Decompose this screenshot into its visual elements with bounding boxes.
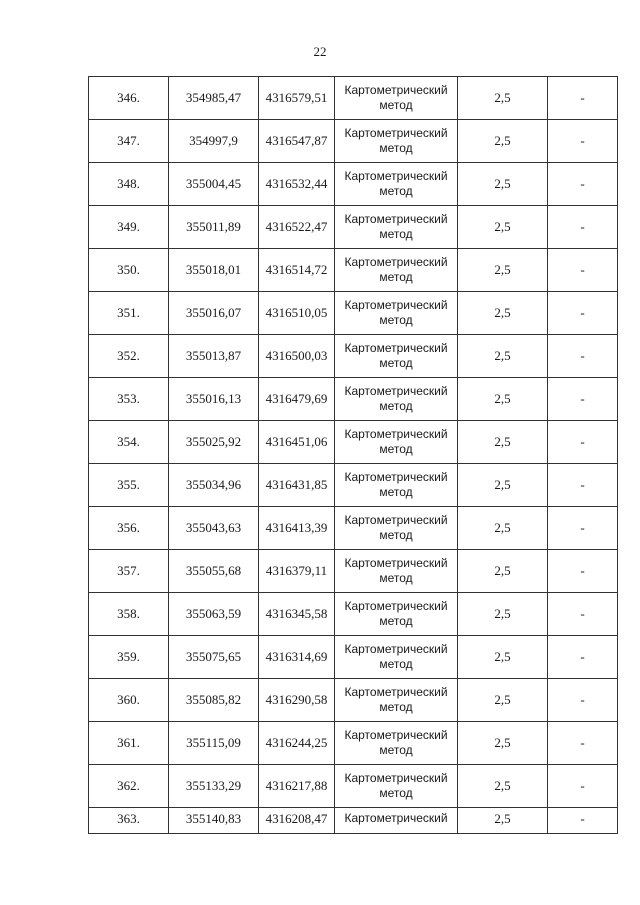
y-coordinate-cell: 4316547,87 — [259, 120, 335, 163]
method-line-2: метод — [379, 184, 413, 198]
x-coordinate-cell: 355075,65 — [169, 636, 259, 679]
method-cell — [335, 593, 458, 636]
x-coordinate-cell: 355115,09 — [169, 722, 259, 765]
method-line-1: Картометрический — [344, 728, 448, 742]
y-coordinate-cell: 4316522,47 — [259, 206, 335, 249]
point-number-cell: 356. — [89, 507, 169, 550]
method-cell — [335, 722, 458, 765]
method-line-2: метод — [379, 98, 413, 112]
accuracy-cell: 2,5 — [458, 249, 548, 292]
method-line-2: метод — [379, 614, 413, 628]
table-row — [89, 77, 618, 120]
method-line-1: Картометрический — [344, 642, 448, 656]
coordinates-table — [88, 76, 618, 834]
method-cell — [335, 335, 458, 378]
note-cell: - — [548, 335, 618, 378]
accuracy-cell: 2,5 — [458, 163, 548, 206]
method-line-2: метод — [379, 313, 413, 327]
method-line-1: Картометрический — [344, 384, 448, 398]
table-row — [89, 550, 618, 593]
accuracy-cell: 2,5 — [458, 464, 548, 507]
method-line-2: метод — [379, 227, 413, 241]
method-line-1: Картометрический — [344, 513, 448, 527]
method-line-2: метод — [379, 657, 413, 671]
x-coordinate-cell: 355004,45 — [169, 163, 259, 206]
method-cell — [335, 421, 458, 464]
method-line-2: метод — [379, 356, 413, 370]
accuracy-cell: 2,5 — [458, 206, 548, 249]
point-number-cell: 357. — [89, 550, 169, 593]
y-coordinate-cell: 4316208,47 — [259, 808, 335, 834]
page-number: 22 — [313, 44, 327, 59]
x-coordinate-cell: 355140,83 — [169, 808, 259, 834]
table-row — [89, 378, 618, 421]
y-coordinate-cell: 4316532,44 — [259, 163, 335, 206]
note-cell: - — [548, 550, 618, 593]
note-cell: - — [548, 464, 618, 507]
note-cell: - — [548, 722, 618, 765]
method-cell — [335, 808, 458, 834]
point-number-cell: 351. — [89, 292, 169, 335]
table-row — [89, 808, 618, 834]
method-cell — [335, 464, 458, 507]
accuracy-cell: 2,5 — [458, 120, 548, 163]
method-line-2: метод — [379, 571, 413, 585]
y-coordinate-cell: 4316500,03 — [259, 335, 335, 378]
y-coordinate-cell: 4316217,88 — [259, 765, 335, 808]
method-line-1: Картометрический — [344, 685, 448, 699]
x-coordinate-cell: 355018,01 — [169, 249, 259, 292]
note-cell: - — [548, 808, 618, 834]
method-cell — [335, 378, 458, 421]
point-number-cell: 350. — [89, 249, 169, 292]
point-number-cell: 352. — [89, 335, 169, 378]
table-row — [89, 722, 618, 765]
note-cell: - — [548, 206, 618, 249]
accuracy-cell: 2,5 — [458, 507, 548, 550]
table-row — [89, 464, 618, 507]
note-cell: - — [548, 77, 618, 120]
point-number-cell: 362. — [89, 765, 169, 808]
table-row — [89, 507, 618, 550]
method-line-1: Картометрический — [344, 556, 448, 570]
x-coordinate-cell: 355133,29 — [169, 765, 259, 808]
method-cell — [335, 765, 458, 808]
method-cell — [335, 679, 458, 722]
method-line-2: метод — [379, 141, 413, 155]
point-number-cell: 359. — [89, 636, 169, 679]
table-row — [89, 593, 618, 636]
accuracy-cell: 2,5 — [458, 550, 548, 593]
table-row — [89, 765, 618, 808]
method-cell — [335, 206, 458, 249]
x-coordinate-cell: 355085,82 — [169, 679, 259, 722]
method-line-1: Картометрический — [344, 771, 448, 785]
accuracy-cell: 2,5 — [458, 765, 548, 808]
method-line-2: метод — [379, 270, 413, 284]
table-row — [89, 163, 618, 206]
point-number-cell: 347. — [89, 120, 169, 163]
note-cell: - — [548, 249, 618, 292]
accuracy-cell: 2,5 — [458, 335, 548, 378]
x-coordinate-cell: 355025,92 — [169, 421, 259, 464]
y-coordinate-cell: 4316379,11 — [259, 550, 335, 593]
method-cell — [335, 507, 458, 550]
method-line-2: метод — [379, 399, 413, 413]
y-coordinate-cell: 4316451,06 — [259, 421, 335, 464]
method-line-1: Картометрический — [344, 341, 448, 355]
table-row — [89, 335, 618, 378]
table-row — [89, 679, 618, 722]
y-coordinate-cell: 4316579,51 — [259, 77, 335, 120]
y-coordinate-cell: 4316431,85 — [259, 464, 335, 507]
x-coordinate-cell: 355013,87 — [169, 335, 259, 378]
method-cell — [335, 636, 458, 679]
point-number-cell: 349. — [89, 206, 169, 249]
accuracy-cell: 2,5 — [458, 421, 548, 464]
point-number-cell: 354. — [89, 421, 169, 464]
method-cell — [335, 249, 458, 292]
point-number-cell: 353. — [89, 378, 169, 421]
x-coordinate-cell: 355055,68 — [169, 550, 259, 593]
x-coordinate-cell: 354985,47 — [169, 77, 259, 120]
table-row — [89, 120, 618, 163]
table-row — [89, 249, 618, 292]
method-line-1: Картометрический — [344, 811, 448, 825]
note-cell: - — [548, 378, 618, 421]
note-cell: - — [548, 421, 618, 464]
y-coordinate-cell: 4316345,58 — [259, 593, 335, 636]
table-row — [89, 206, 618, 249]
note-cell: - — [548, 679, 618, 722]
accuracy-cell: 2,5 — [458, 722, 548, 765]
accuracy-cell: 2,5 — [458, 636, 548, 679]
note-cell: - — [548, 765, 618, 808]
y-coordinate-cell: 4316244,25 — [259, 722, 335, 765]
x-coordinate-cell: 355011,89 — [169, 206, 259, 249]
accuracy-cell: 2,5 — [458, 593, 548, 636]
method-cell — [335, 77, 458, 120]
method-line-1: Картометрический — [344, 83, 448, 97]
method-line-2: метод — [379, 700, 413, 714]
y-coordinate-cell: 4316290,58 — [259, 679, 335, 722]
note-cell: - — [548, 163, 618, 206]
x-coordinate-cell: 355016,07 — [169, 292, 259, 335]
x-coordinate-cell: 355043,63 — [169, 507, 259, 550]
y-coordinate-cell: 4316479,69 — [259, 378, 335, 421]
x-coordinate-cell: 355063,59 — [169, 593, 259, 636]
method-line-1: Картометрический — [344, 298, 448, 312]
method-line-2: метод — [379, 442, 413, 456]
note-cell: - — [548, 292, 618, 335]
method-line-1: Картометрический — [344, 212, 448, 226]
x-coordinate-cell: 355034,96 — [169, 464, 259, 507]
method-line-1: Картометрический — [344, 126, 448, 140]
x-coordinate-cell: 354997,9 — [169, 120, 259, 163]
point-number-cell: 348. — [89, 163, 169, 206]
note-cell: - — [548, 593, 618, 636]
table-body — [89, 77, 618, 834]
point-number-cell: 360. — [89, 679, 169, 722]
method-line-1: Картометрический — [344, 427, 448, 441]
method-line-2: метод — [379, 528, 413, 542]
point-number-cell: 346. — [89, 77, 169, 120]
method-line-2: метод — [379, 743, 413, 757]
note-cell: - — [548, 636, 618, 679]
x-coordinate-cell: 355016,13 — [169, 378, 259, 421]
method-line-1: Картометрический — [344, 470, 448, 484]
point-number-cell: 363. — [89, 808, 169, 834]
y-coordinate-cell: 4316413,39 — [259, 507, 335, 550]
table-row — [89, 292, 618, 335]
note-cell: - — [548, 507, 618, 550]
method-line-2: метод — [379, 485, 413, 499]
method-cell — [335, 163, 458, 206]
method-line-1: Картометрический — [344, 255, 448, 269]
accuracy-cell: 2,5 — [458, 378, 548, 421]
method-cell — [335, 550, 458, 593]
accuracy-cell: 2,5 — [458, 292, 548, 335]
method-line-1: Картометрический — [344, 599, 448, 613]
point-number-cell: 355. — [89, 464, 169, 507]
method-cell — [335, 120, 458, 163]
point-number-cell: 361. — [89, 722, 169, 765]
method-line-1: Картометрический — [344, 169, 448, 183]
y-coordinate-cell: 4316514,72 — [259, 249, 335, 292]
method-cell — [335, 292, 458, 335]
table-row — [89, 636, 618, 679]
table-row — [89, 421, 618, 464]
accuracy-cell: 2,5 — [458, 77, 548, 120]
method-line-2: метод — [379, 786, 413, 800]
y-coordinate-cell: 4316510,05 — [259, 292, 335, 335]
accuracy-cell: 2,5 — [458, 679, 548, 722]
point-number-cell: 358. — [89, 593, 169, 636]
y-coordinate-cell: 4316314,69 — [259, 636, 335, 679]
note-cell: - — [548, 120, 618, 163]
accuracy-cell: 2,5 — [458, 808, 548, 834]
